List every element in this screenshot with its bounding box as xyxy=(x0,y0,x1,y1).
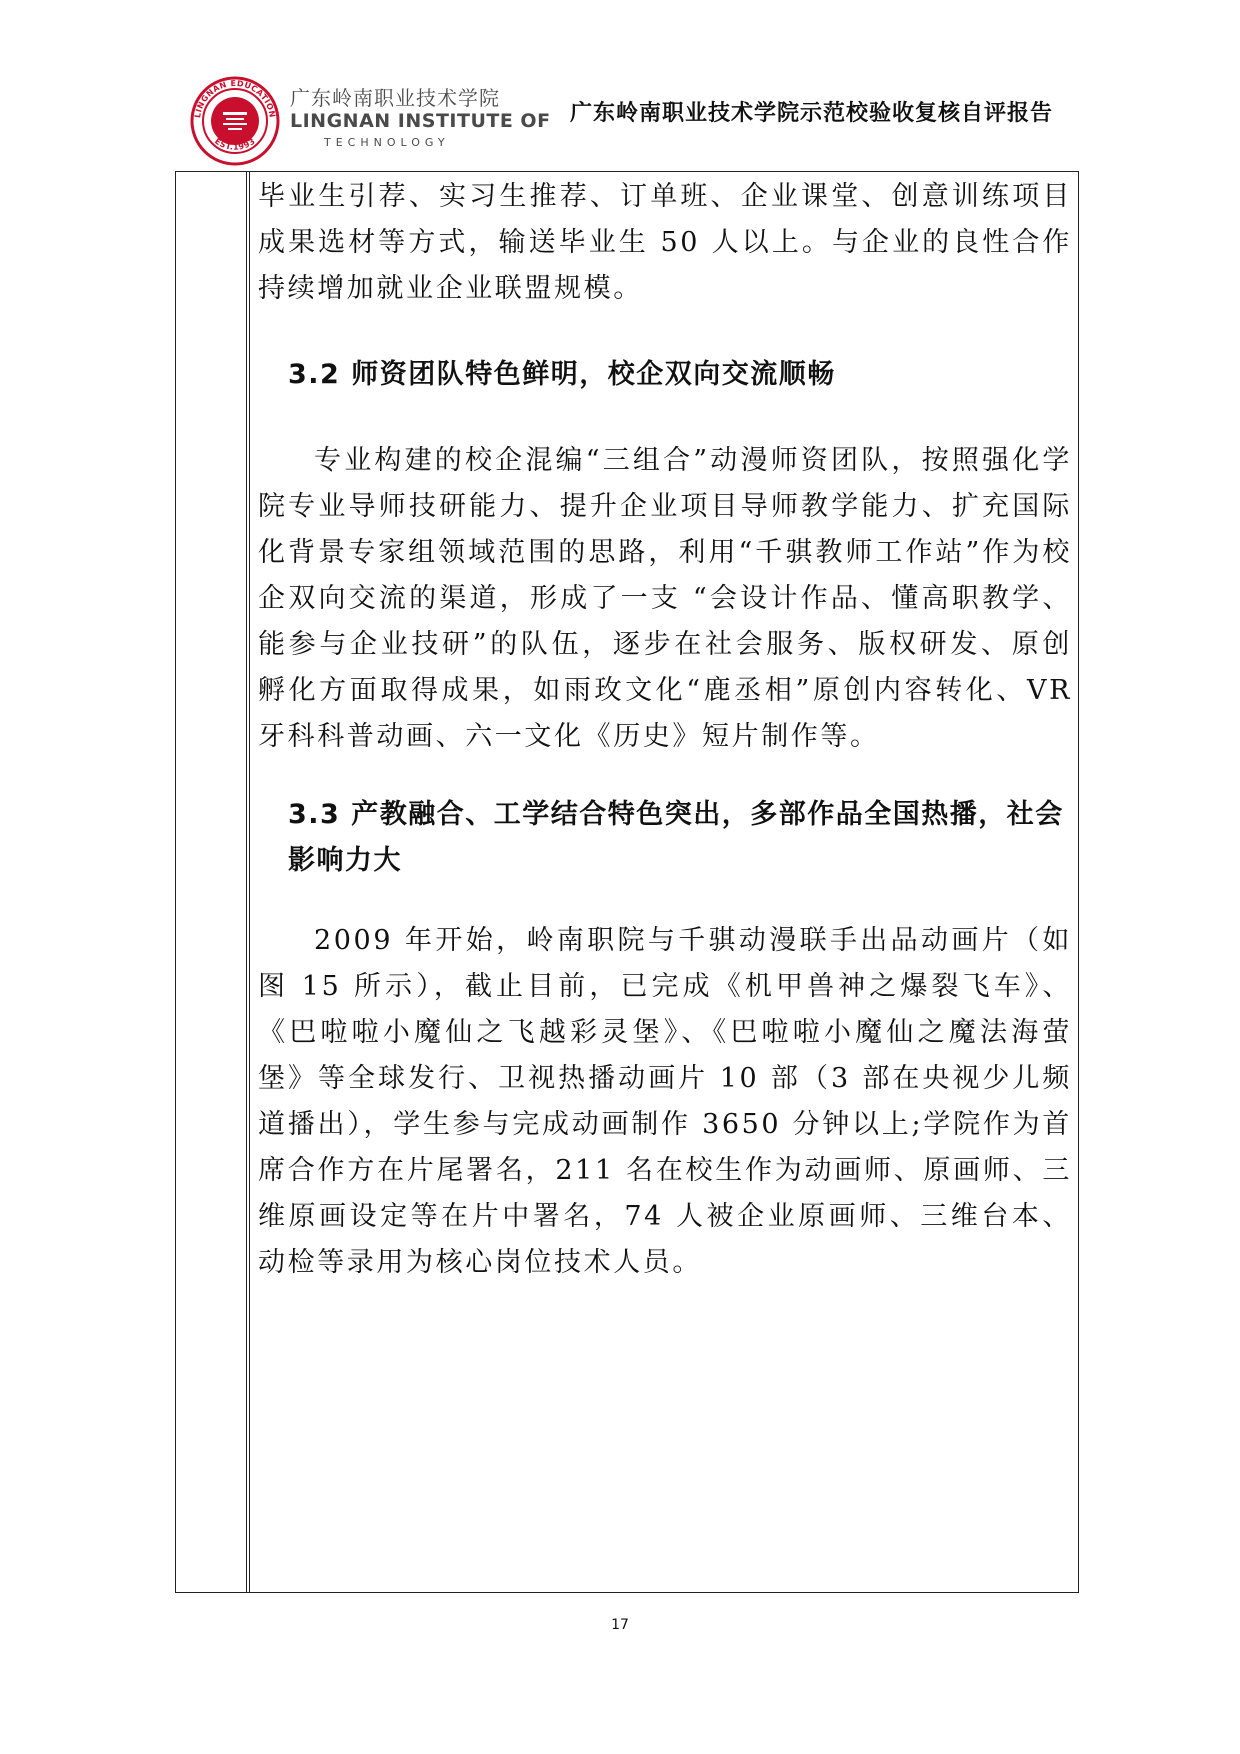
seal-text-top: LINGNAN EDUCATION xyxy=(193,78,277,119)
table-column-divider xyxy=(246,172,247,1592)
school-seal-logo xyxy=(190,76,280,166)
page-number: 17 xyxy=(611,1617,629,1633)
seal-text-bottom: EST.1993 xyxy=(213,136,257,152)
section-paragraph-3-3: 2009 年开始，岭南职院与千骐动漫联手出品动画片（如图 15 所示），截止目前，已完成《机甲兽神之爆裂飞车》、《巴啦啦小魔仙之飞越彩灵堡》、《巴啦啦小魔仙之魔法海萤堡》等全球发行、卫视热播动画片 10 部（3 部在央视少儿频道播出），学生参与完成动画制作 3650 分钟以上;学院作为首席合作方在片尾署名，211 名在校生作为动画师、原画师、三维原画设定等在片中署名，74 人被企业原画师、三维台本、动检等录用为核心岗位技术人员。 xyxy=(258,925,1072,1278)
report-title: 广东岭南职业技术学院示范校验收复核自评报告 xyxy=(570,101,1054,126)
section-paragraph-3-2: 专业构建的校企混编“三组合”动漫师资团队，按照强化学院专业导师技研能力、提升企业项目导师教学能力、扩充国际化背景专家组领域范围的思路，利用“千骐教师工作站”作为校企双向交流的渠道，形成了一支 “会设计作品、懂高职教学、能参与企业技研”的队伍，逐步在社会服务、版权研发、原创孵化方面取得成果，如雨玫文化“鹿丞相”原创内容转化、VR 牙科科普动画、六一文化《历史》短片制作等。 xyxy=(258,445,1072,752)
continued-paragraph: 毕业生引荐、实习生推荐、订单班、企业课堂、创意训练项目成果选材等方式，输送毕业生 50 人以上。与企业的良性合作持续增加就业企业联盟规模。 xyxy=(258,181,1072,304)
main-content xyxy=(258,174,1072,1286)
page-header xyxy=(180,76,1080,168)
section-heading-3-3: 3.3 产教融合、工学结合特色突出，多部作品全国热播，社会影响力大 xyxy=(288,799,1064,876)
school-name-cn: 广东岭南职业技术学院 xyxy=(290,86,500,110)
table-column-divider-inner xyxy=(249,172,250,1592)
school-name-en: LINGNAN INSTITUTE OF xyxy=(290,110,551,132)
section-heading-3-2: 3.2 师资团队特色鲜明，校企双向交流顺畅 xyxy=(288,359,836,390)
school-name-en-line2: TECHNOLOGY xyxy=(324,136,450,149)
